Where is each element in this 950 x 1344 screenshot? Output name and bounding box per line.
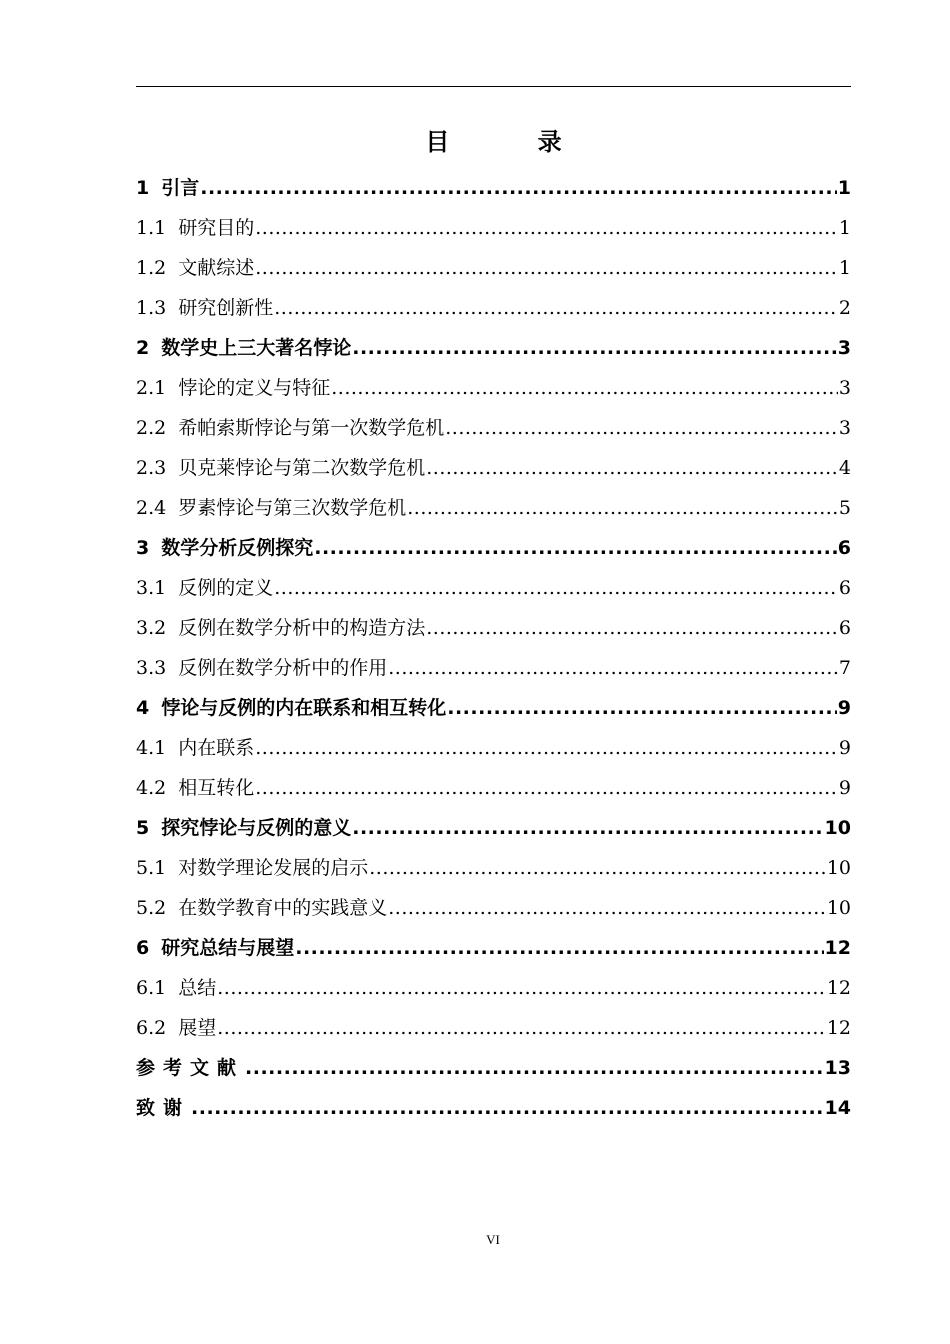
- toc-entry-number: 2.4: [136, 497, 167, 519]
- toc-entry-label: 贝克莱悖论与第二次数学危机: [178, 457, 426, 479]
- toc-entry[interactable]: [136, 248, 851, 288]
- toc-entry-page: 9: [838, 737, 851, 759]
- toc-leader-dots: [255, 248, 838, 288]
- toc-entry-label: 反例在数学分析中的作用: [178, 657, 388, 679]
- toc-entry[interactable]: [136, 648, 851, 688]
- page-number: VI: [486, 1232, 500, 1247]
- toc-entry-label: 罗素悖论与第三次数学危机: [178, 497, 407, 519]
- toc-entry-number: 5.2: [136, 897, 167, 919]
- toc-entry-number: 3.1: [136, 577, 167, 599]
- toc-entry[interactable]: [136, 728, 851, 768]
- toc-entry[interactable]: [136, 888, 851, 928]
- toc-leader-dots: [217, 1008, 826, 1048]
- toc-leader-dots: [352, 808, 823, 848]
- toc-entry[interactable]: [136, 688, 851, 728]
- toc-entry[interactable]: [136, 968, 851, 1008]
- toc-entry-page: 1: [838, 217, 851, 239]
- toc-entry-number: 1: [136, 177, 150, 199]
- toc-leader-dots: [274, 568, 838, 608]
- toc-entry-label: 文献综述: [178, 257, 255, 279]
- toc-entry[interactable]: [136, 768, 851, 808]
- toc-leader-dots: [426, 448, 838, 488]
- toc-entry[interactable]: [136, 208, 851, 248]
- toc-entry-page: 6: [838, 617, 851, 639]
- toc-entry-number: 4.2: [136, 777, 167, 799]
- toc-entry[interactable]: [136, 448, 851, 488]
- toc-entry-number: 2: [136, 337, 150, 359]
- toc-entry-page: 6: [837, 537, 851, 559]
- toc-leader-dots: [447, 688, 837, 728]
- toc-entry[interactable]: [136, 848, 851, 888]
- toc-entry-page: 12: [826, 1017, 851, 1039]
- toc-entry-label: 内在联系: [178, 737, 255, 759]
- toc-leader-dots: [407, 488, 838, 528]
- toc-leader-dots: [388, 648, 838, 688]
- toc-entry-page: 1: [837, 177, 851, 199]
- toc-entry-label: 探究悖论与反例的意义: [161, 817, 352, 839]
- toc-entry-number: 5.1: [136, 857, 167, 879]
- toc-entry-page: 12: [826, 977, 851, 999]
- toc-entry-number: 6: [136, 937, 150, 959]
- toc-entry-page: 1: [838, 257, 851, 279]
- toc-leader-dots: [445, 408, 838, 448]
- toc-entry-label: 参考文献: [136, 1057, 245, 1079]
- table-of-contents: [136, 168, 851, 1128]
- toc-entry-number: 1.3: [136, 297, 167, 319]
- toc-entry-label: 引言: [161, 177, 200, 199]
- toc-entry-page: 4: [838, 457, 851, 479]
- toc-leader-dots: [388, 888, 826, 928]
- toc-entry[interactable]: [136, 408, 851, 448]
- toc-leader-dots: [217, 968, 826, 1008]
- toc-entry-page: 14: [824, 1097, 851, 1119]
- toc-entry-page: 13: [824, 1057, 851, 1079]
- toc-entry[interactable]: [136, 288, 851, 328]
- toc-entry-label: 总结: [178, 977, 217, 999]
- toc-entry-label: 数学分析反例探究: [161, 537, 314, 559]
- toc-entry-label: 在数学教育中的实践意义: [178, 897, 388, 919]
- toc-entry-label: 反例在数学分析中的构造方法: [178, 617, 426, 639]
- toc-entry[interactable]: [136, 328, 851, 368]
- toc-entry-page: 9: [837, 697, 851, 719]
- toc-entry-number: 3: [136, 537, 150, 559]
- toc-entry-number: 6.2: [136, 1017, 167, 1039]
- toc-entry[interactable]: [136, 928, 851, 968]
- toc-entry-page: 10: [826, 897, 851, 919]
- toc-entry-number: 4: [136, 697, 150, 719]
- toc-entry-page: 10: [824, 817, 851, 839]
- toc-leader-dots: [245, 1048, 824, 1088]
- toc-entry-label: 对数学理论发展的启示: [178, 857, 369, 879]
- toc-entry-label: 反例的定义: [178, 577, 274, 599]
- toc-leader-dots: [369, 848, 826, 888]
- toc-entry-label: 相互转化: [178, 777, 255, 799]
- toc-leader-dots: [314, 528, 837, 568]
- toc-entry-number: 2.1: [136, 377, 167, 399]
- toc-entry-page: 12: [824, 937, 851, 959]
- toc-entry-label: 研究总结与展望: [161, 937, 295, 959]
- toc-entry-page: 3: [837, 337, 851, 359]
- toc-entry[interactable]: [136, 568, 851, 608]
- toc-entry-label: 展望: [178, 1017, 217, 1039]
- toc-entry-number: 1.2: [136, 257, 167, 279]
- toc-entry-number: 3.2: [136, 617, 167, 639]
- toc-entry-page: 3: [838, 417, 851, 439]
- toc-entry-label: 希帕索斯悖论与第一次数学危机: [178, 417, 445, 439]
- toc-leader-dots: [200, 168, 837, 208]
- toc-leader-dots: [255, 728, 838, 768]
- toc-entry[interactable]: [136, 608, 851, 648]
- toc-entry-label: 悖论与反例的内在联系和相互转化: [161, 697, 447, 719]
- toc-entry-page: 7: [838, 657, 851, 679]
- toc-entry-page: 9: [838, 777, 851, 799]
- toc-leader-dots: [426, 608, 838, 648]
- toc-entry-number: 2.3: [136, 457, 167, 479]
- toc-entry-label: 致谢: [136, 1097, 191, 1119]
- toc-entry[interactable]: [136, 528, 851, 568]
- toc-entry-number: 5: [136, 817, 150, 839]
- toc-leader-dots: [255, 768, 838, 808]
- toc-entry[interactable]: [136, 1088, 851, 1128]
- toc-entry-label: 数学史上三大著名悖论: [161, 337, 352, 359]
- toc-entry-number: 1.1: [136, 217, 167, 239]
- toc-entry-page: 3: [838, 377, 851, 399]
- toc-entry[interactable]: [136, 168, 851, 208]
- toc-entry[interactable]: [136, 488, 851, 528]
- toc-leader-dots: [255, 208, 838, 248]
- toc-entry[interactable]: [136, 808, 851, 848]
- toc-leader-dots: [274, 288, 838, 328]
- toc-entry-number: 4.1: [136, 737, 167, 759]
- toc-leader-dots: [295, 928, 823, 968]
- toc-entry-label: 研究目的: [178, 217, 255, 239]
- header-rule: [136, 86, 851, 87]
- toc-entry-label: 研究创新性: [178, 297, 274, 319]
- toc-leader-dots: [331, 368, 838, 408]
- toc-entry-page: 6: [838, 577, 851, 599]
- toc-entry-page: 5: [838, 497, 851, 519]
- toc-entry-page: 2: [838, 297, 851, 319]
- toc-entry-number: 2.2: [136, 417, 167, 439]
- toc-entry-number: 3.3: [136, 657, 167, 679]
- toc-entry[interactable]: [136, 1048, 851, 1088]
- toc-entry-page: 10: [826, 857, 851, 879]
- page-title: 目 录: [425, 128, 602, 156]
- toc-entry[interactable]: [136, 1008, 851, 1048]
- toc-leader-dots: [191, 1088, 824, 1128]
- toc-entry-number: 6.1: [136, 977, 167, 999]
- toc-entry-label: 悖论的定义与特征: [178, 377, 331, 399]
- toc-leader-dots: [352, 328, 837, 368]
- toc-entry[interactable]: [136, 368, 851, 408]
